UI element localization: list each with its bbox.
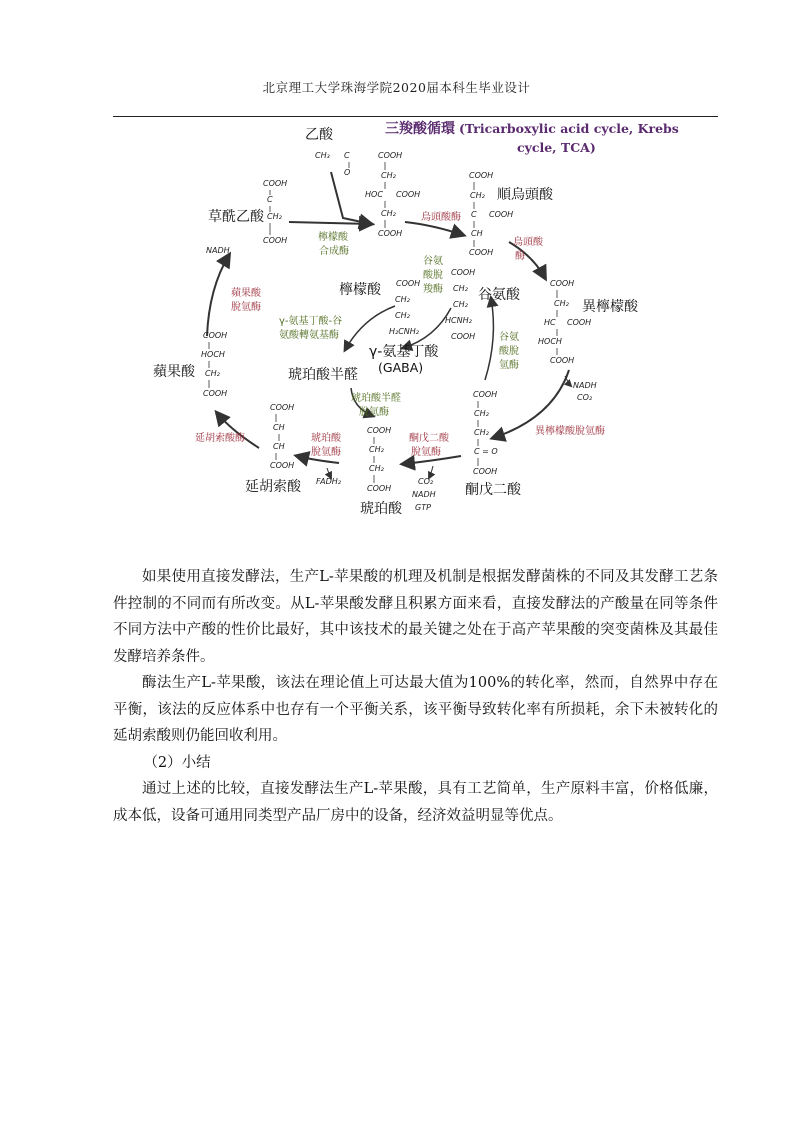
svg-text:O: O xyxy=(344,168,351,177)
svg-text:COOH: COOH xyxy=(473,390,498,399)
enzyme-glu-decarb-2: 酸脫 xyxy=(423,270,443,281)
enzyme-ssadh-2: 脫氫酶 xyxy=(359,407,389,418)
enzyme-aconitase-b2: 酶 xyxy=(515,251,525,262)
body-text xyxy=(113,564,718,829)
compound-isocitrate: 異檸檬酸 xyxy=(582,299,638,315)
enzyme-malate-dh-2: 脫氫酶 xyxy=(231,302,261,313)
enzyme-citrate-synthase-1: 檸檬酸 xyxy=(318,232,348,243)
compound-gaba: γ-氨基丁酸 xyxy=(369,344,439,360)
enzyme-succinate-dh-2: 脫氫酶 xyxy=(311,447,341,458)
page-header: 北京理工大学珠海学院2020届本科生毕业设计 xyxy=(262,80,531,95)
svg-text:COOH: COOH xyxy=(469,171,494,180)
svg-text:COOH: COOH xyxy=(378,151,403,160)
compound-oxaloacetate: 草酰乙酸 xyxy=(208,209,264,225)
svg-text:CH₂: CH₂ xyxy=(381,209,396,218)
enzyme-aconitase-a: 烏頭酸酶 xyxy=(421,212,461,223)
svg-text:COOH: COOH xyxy=(451,268,476,277)
svg-text:COOH: COOH xyxy=(203,389,228,398)
svg-text:COOH: COOH xyxy=(567,318,592,327)
svg-text:C = O: C = O xyxy=(474,447,498,456)
svg-text:HOC: HOC xyxy=(365,190,383,199)
enzyme-aconitase-b1: 烏頭酸 xyxy=(513,237,543,248)
compound-fumarate: 延胡索酸 xyxy=(245,479,301,495)
svg-text:COOH: COOH xyxy=(263,236,288,245)
subsection-heading-summary: （2）小结 xyxy=(143,754,211,771)
svg-text:CH₂: CH₂ xyxy=(474,428,489,437)
compound-gaba-abbr: (GABA) xyxy=(378,360,424,375)
cofactor-co2-right: CO₂ xyxy=(577,393,593,402)
svg-text:CH₂: CH₂ xyxy=(267,212,282,221)
svg-text:HC: HC xyxy=(544,318,556,327)
svg-text:CH₂: CH₂ xyxy=(369,445,384,454)
compound-succinic-semialdehyde: 琥珀酸半醛 xyxy=(288,367,358,383)
svg-text:C: C xyxy=(471,210,477,219)
svg-text:CH₂: CH₂ xyxy=(369,464,384,473)
paragraph-direct-fermentation: 如果使用直接发酵法，生产L-苹果酸的机理及机制是根据发酵菌株的不同及其发酵工艺条件控制的不同而有所改变。从L-苹果酸发酵且积累方面来看，直接发酵法的产酸量在同等条件不同方法中产酸的性价比最好，其中该技术的最关键之处在于高产苹果酸的突变菌株及其最佳发酵培养条件。 xyxy=(113,569,718,665)
svg-text:C: C xyxy=(267,195,273,204)
svg-text:CH₂: CH₂ xyxy=(453,284,468,293)
compound-glutamate: 谷氨酸 xyxy=(478,287,520,303)
svg-text:CH₂: CH₂ xyxy=(205,369,220,378)
paragraph-summary: 通过上述的比较，直接发酵法生产L-苹果酸，具有工艺简单，生产原料丰富，价格低廉，成本低，设备可通用同类型产品厂房中的设备，经济效益明显等优点。 xyxy=(113,781,718,824)
svg-text:CH₂: CH₂ xyxy=(395,311,410,320)
cofactor-gtp: GTP xyxy=(415,503,431,512)
enzyme-akg-dh-2: 脫氫酶 xyxy=(411,447,441,458)
svg-text:COOH: COOH xyxy=(203,331,228,340)
svg-text:COOH: COOH xyxy=(550,356,575,365)
cofactor-co2-bottom: CO₂ xyxy=(418,477,434,486)
enzyme-glu-decarb-3: 羧酶 xyxy=(423,284,443,295)
figure-title-en-2: cycle, TCA) xyxy=(517,140,596,155)
enzyme-glu-dh-2: 酸脫 xyxy=(499,346,519,357)
enzyme-citrate-synthase-2: 合成酶 xyxy=(319,246,349,257)
svg-text:COOH: COOH xyxy=(550,279,575,288)
header-rule xyxy=(113,116,718,117)
cofactor-fadh2: FADH₂ xyxy=(316,477,341,486)
svg-text:COOH: COOH xyxy=(263,179,288,188)
cofactor-nadh-left: NADH xyxy=(206,246,230,255)
enzyme-glu-dh-1: 谷氨 xyxy=(499,332,519,343)
svg-text:CH₂: CH₂ xyxy=(453,300,468,309)
svg-text:CH: CH xyxy=(273,442,285,451)
enzyme-gaba-transaminase-1: γ-氨基丁酸-谷 xyxy=(279,316,343,327)
arrow-citrate-to-aconitate xyxy=(405,222,463,235)
enzyme-glu-dh-3: 氫酶 xyxy=(499,360,519,371)
svg-text:CH₃: CH₃ xyxy=(315,151,330,160)
compound-akg: 酮戊二酸 xyxy=(465,482,521,498)
svg-text:COOH: COOH xyxy=(378,229,403,238)
enzyme-ssadh-1: 琥珀酸半醛 xyxy=(351,393,401,404)
figure-title-en-1: (Tricarboxylic acid cycle, Krebs xyxy=(459,121,679,136)
svg-text:CH: CH xyxy=(273,423,285,432)
svg-text:CH₂: CH₂ xyxy=(554,299,569,308)
svg-text:COOH: COOH xyxy=(270,403,295,412)
compound-malate: 蘋果酸 xyxy=(153,364,195,380)
svg-text:COOH: COOH xyxy=(367,484,392,493)
tca-cycle-figure xyxy=(113,118,718,528)
enzyme-succinate-dh-1: 琥珀酸 xyxy=(311,433,341,444)
svg-text:COOH: COOH xyxy=(469,248,494,257)
svg-text:CH₂: CH₂ xyxy=(381,171,396,180)
compound-cis-aconitate: 順烏頭酸 xyxy=(497,187,553,203)
enzyme-malate-dh-1: 蘋果酸 xyxy=(231,288,261,299)
svg-text:COOH: COOH xyxy=(473,467,498,476)
compound-succinate: 琥珀酸 xyxy=(360,501,402,517)
svg-text:COOH: COOH xyxy=(270,461,295,470)
svg-text:COOH: COOH xyxy=(396,190,421,199)
arrow-malate-to-oxaloacetate xyxy=(207,255,229,336)
enzyme-akg-dh-1: 酮戊二酸 xyxy=(409,433,449,444)
svg-text:COOH: COOH xyxy=(396,279,421,288)
arrow-nadh-right xyxy=(565,376,571,386)
svg-text:COOH: COOH xyxy=(451,332,476,341)
compound-citrate: 檸檬酸 xyxy=(339,282,381,298)
arrow-akg-to-glutamate xyxy=(485,298,493,380)
svg-text:HCNH₂: HCNH₂ xyxy=(445,316,472,325)
svg-text:CH: CH xyxy=(471,229,483,238)
enzyme-isocitrate-dh: 異檸檬酸脫氫酶 xyxy=(535,426,605,437)
cofactor-nadh-bottom: NADH xyxy=(412,490,436,499)
svg-text:C: C xyxy=(344,151,350,160)
svg-text:COOH: COOH xyxy=(367,426,392,435)
compound-acetic-acid: 乙酸 xyxy=(305,127,333,143)
svg-text:H₂CNH₂: H₂CNH₂ xyxy=(389,327,420,336)
svg-text:CH₂: CH₂ xyxy=(395,295,410,304)
svg-text:CH₂: CH₂ xyxy=(470,191,485,200)
svg-text:HOCH: HOCH xyxy=(538,337,562,346)
paragraph-enzymatic-method: 酶法生产L-苹果酸，该法在理论值上可达最大值为100%的转化率，然而，自然界中存在平衡，该法的反应体系中也存有一个平衡关系，该平衡导致转化率有所损耗，余下未被转化的延胡索酸则仍能回收利用。 xyxy=(113,675,718,744)
svg-text:COOH: COOH xyxy=(489,210,514,219)
svg-text:HOCH: HOCH xyxy=(201,350,225,359)
figure-title-cn: 三羧酸循環 xyxy=(385,121,455,137)
enzyme-gaba-transaminase-2: 氨酸轉氨基酶 xyxy=(279,330,339,341)
svg-text:CH₂: CH₂ xyxy=(474,409,489,418)
enzyme-glu-decarb-1: 谷氨 xyxy=(423,256,443,267)
cofactor-nadh-right: NADH xyxy=(573,381,597,390)
enzyme-fumarase: 延胡索酸酶 xyxy=(195,433,245,444)
